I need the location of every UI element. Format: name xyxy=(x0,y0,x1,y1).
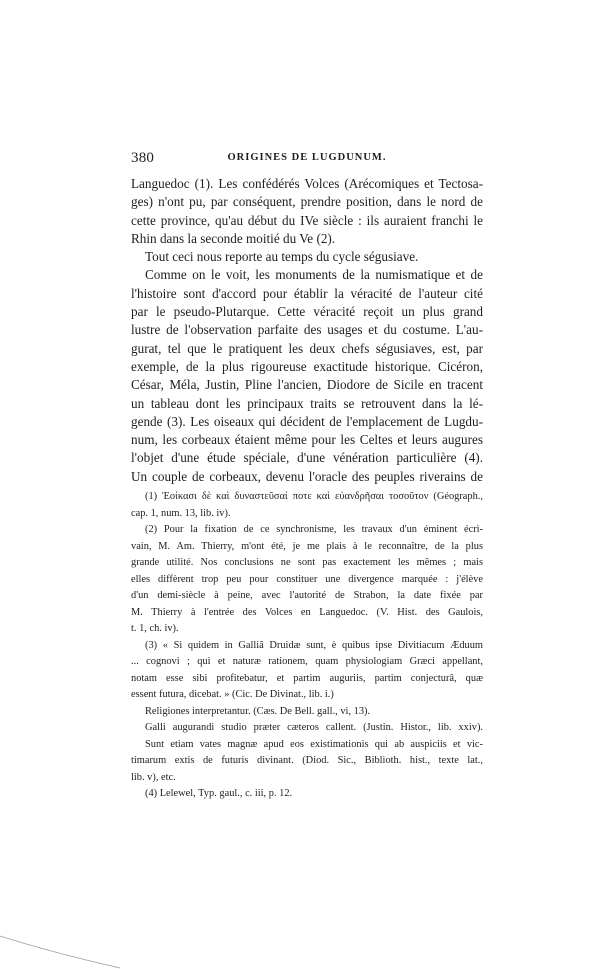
page-header xyxy=(131,150,483,170)
text-line: l'objet d'une étude spéciale, d'une vénération particulière (4). xyxy=(131,450,483,466)
text-line: num, les corbeaux étaient même pour les Celtes et leurs augures xyxy=(131,432,483,448)
footnote-line: vain, M. Am. Thierry, m'ont été, je me plais à le reconnaître, de la plus xyxy=(131,540,483,552)
footnote-line: (3) « Si quidem in Galliâ Druidæ sunt, è quibus ipse Divitiacum Æduum xyxy=(145,639,483,651)
text-line: Languedoc (1). Les confédérés Volces (Arécomiques et Tectosa- xyxy=(131,176,483,191)
footnote-line: Sunt etiam vates magnæ apud eos existimationis qui ab auspiciis et vic- xyxy=(145,738,483,750)
footnote-line: Religiones interpretantur. (Cæs. De Bell. gall., vi, 13). xyxy=(145,705,371,717)
footnote-line: M. Thierry à l'entrée des Volces en Languedoc. (V. Hist. des Gaulois, xyxy=(131,606,483,618)
footnote-line: (1) Ἐοίκασι δὲ καὶ δυναστεῦσαί ποτε καὶ εὐανδρῆσαι τοσοῦτον (Géograph., xyxy=(145,491,483,502)
footnote-line: grande utilité. Nos conclusions ne sont pas exactement les mêmes ; mais xyxy=(131,557,483,568)
text-line: un tableau dont les principaux traits se retrouvent dans la lé- xyxy=(131,395,483,411)
text-line: Rhin dans la seconde moitié du Ve (2). xyxy=(131,230,336,246)
text-line: Comme on le voit, les monuments de la numismatique et de xyxy=(145,267,483,283)
text-line: cette province, qu'au début du IVe siècle : ils auraient franchi le xyxy=(131,212,483,228)
running-title: ORIGINES DE LUGDUNUM. xyxy=(227,152,387,163)
footnote-line: cap. 1, num. 13, lib. iv). xyxy=(131,507,231,519)
text-line: gurat, tel que le pratiquent les deux chefs ségusiaves, est, par xyxy=(131,340,483,356)
text-line: ges) n'ont pu, par conséquent, prendre position, dans le nord de xyxy=(131,194,483,210)
footnote-line: ... cognovi ; qui et naturæ rationem, quam physiologiam Græci appellant, xyxy=(131,656,483,667)
footnote-line: lib. v), etc. xyxy=(131,771,176,783)
text-line: exemple, de la plus rigoureuse exactitude historique. Cicéron, xyxy=(131,358,483,374)
footnotes xyxy=(131,489,483,803)
footnote-line: timarum extis de futuris divinant. (Diod. Sic., Biblioth. hist., texte lat., xyxy=(131,755,483,766)
text-line: par le pseudo-Plutarque. Cette véracité reçoit un plus grand xyxy=(131,304,483,320)
footnote-line: essent futura, dicebat. » (Cic. De Divinat., lib. i.) xyxy=(131,689,334,700)
footnote-line: Galli augurandi studio præter cæteros callent. (Justin. Histor., lib. xxiv). xyxy=(145,722,483,733)
footnote-line: t. 1, ch. iv). xyxy=(131,623,179,634)
text-line: lustre de l'observation parfaite des usages et du costume. L'au- xyxy=(131,322,483,338)
footnote-line: elles diffèrent trop peu pour constituer une divergence marquée : j'élève xyxy=(131,573,483,585)
footnote-line: (4) Lelewel, Typ. gaul., c. iii, p. 12. xyxy=(145,788,293,799)
text-line: l'histoire sont d'accord pour établir la véracité de l'auteur cité xyxy=(131,285,483,301)
footnote-line: (2) Pour la fixation de ce synchronisme, les travaux d'un éminent écri- xyxy=(145,524,483,535)
text-line: Tout ceci nous reporte au temps du cycle ségusiave. xyxy=(145,249,419,265)
page-number: 380 xyxy=(131,150,155,166)
text-line: César, Méla, Justin, Pline l'ancien, Diodore de Sicile en tracent xyxy=(131,377,483,393)
main-text xyxy=(131,175,483,486)
footnote-line: d'un demi-siècle à peine, avec l'autorité de Strabon, la date fixée par xyxy=(131,590,483,601)
text-line: Un couple de corbeaux, devenu l'oracle des peuples riverains de xyxy=(131,468,483,484)
text-line: gende (3). Les oiseaux qui décident de l'emplacement de Lugdu- xyxy=(131,413,483,429)
footnote-line: notam esse sibi profitebatur, et partim auguriis, partim conjecturâ, quæ xyxy=(131,672,483,684)
